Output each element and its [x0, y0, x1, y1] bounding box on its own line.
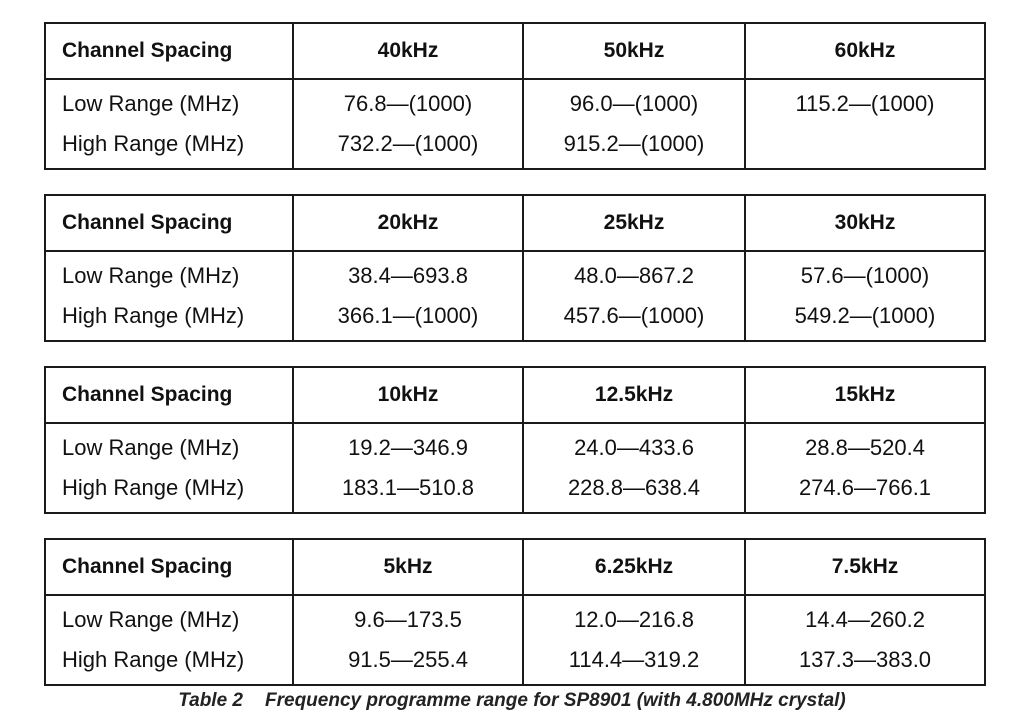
range-cell	[293, 595, 523, 685]
spacing-header: 6.25kHz	[523, 539, 745, 595]
high-range-label: High Range (MHz)	[62, 131, 245, 156]
row-label-cell	[45, 595, 293, 685]
low-range-label: Low Range (MHz)	[62, 607, 240, 632]
high-range-value: 114.4—319.2	[568, 647, 700, 672]
channel-spacing-header: Channel Spacing	[45, 539, 293, 595]
table-header-row	[45, 367, 985, 423]
low-range-value: 96.0—(1000)	[569, 91, 699, 116]
high-range-value: 457.6—(1000)	[563, 303, 705, 328]
range-cell	[745, 79, 985, 169]
high-range-value: 137.3—383.0	[798, 647, 932, 672]
spacing-header: 5kHz	[293, 539, 523, 595]
row-label-cell	[45, 423, 293, 513]
low-range-label: Low Range (MHz)	[62, 91, 240, 116]
row-label-cell	[45, 251, 293, 341]
range-cell	[293, 79, 523, 169]
frequency-tables	[44, 22, 984, 710]
range-cell	[523, 595, 745, 685]
low-range-value: 28.8—520.4	[805, 435, 925, 460]
table-header-row	[45, 539, 985, 595]
low-range-label: Low Range (MHz)	[62, 435, 240, 460]
low-range-value: 24.0—433.6	[574, 435, 694, 460]
table-row	[45, 595, 985, 685]
high-range-label: High Range (MHz)	[62, 303, 245, 328]
range-cell	[523, 79, 745, 169]
frequency-table-10-12_5-15khz	[44, 366, 986, 514]
spacing-header: 60kHz	[745, 23, 985, 79]
low-range-value: 76.8—(1000)	[343, 91, 473, 116]
low-range-value: 57.6—(1000)	[800, 263, 930, 288]
table-header-row	[45, 23, 985, 79]
high-range-value: 366.1—(1000)	[337, 303, 479, 328]
high-range-value: 915.2—(1000)	[563, 131, 705, 156]
spacing-header: 40kHz	[293, 23, 523, 79]
range-cell	[293, 251, 523, 341]
frequency-table-40-50-60khz	[44, 22, 986, 170]
spacing-header: 25kHz	[523, 195, 745, 251]
caption-text: Frequency programme range for SP8901 (with 4.800MHz crystal)	[265, 690, 846, 711]
range-cell	[745, 251, 985, 341]
channel-spacing-header: Channel Spacing	[45, 23, 293, 79]
spacing-header: 12.5kHz	[523, 367, 745, 423]
spacing-header: 20kHz	[293, 195, 523, 251]
range-cell	[293, 423, 523, 513]
row-label-cell	[45, 79, 293, 169]
range-cell	[745, 423, 985, 513]
low-range-value: 19.2—346.9	[348, 435, 468, 460]
low-range-value: 48.0—867.2	[574, 263, 694, 288]
channel-spacing-header: Channel Spacing	[45, 195, 293, 251]
low-range-value: 14.4—260.2	[805, 607, 925, 632]
spacing-header: 10kHz	[293, 367, 523, 423]
low-range-value: 9.6—173.5	[354, 607, 462, 632]
high-range-label: High Range (MHz)	[62, 475, 245, 500]
high-range-value: 732.2—(1000)	[337, 131, 479, 156]
frequency-table-20-25-30khz	[44, 194, 986, 342]
channel-spacing-header: Channel Spacing	[45, 367, 293, 423]
frequency-table-5-6_25-7_5khz	[44, 538, 986, 686]
low-range-label: Low Range (MHz)	[62, 263, 240, 288]
caption-number: Table 2	[178, 690, 243, 711]
table-header-row	[45, 195, 985, 251]
range-cell	[745, 595, 985, 685]
low-range-value: 12.0—216.8	[574, 607, 694, 632]
high-range-value: 183.1—510.8	[341, 475, 475, 500]
high-range-value: 274.6—766.1	[798, 475, 932, 500]
high-range-value: 91.5—255.4	[348, 647, 468, 672]
spacing-header: 15kHz	[745, 367, 985, 423]
spacing-header: 7.5kHz	[745, 539, 985, 595]
table-row	[45, 423, 985, 513]
range-cell	[523, 423, 745, 513]
spacing-header: 50kHz	[523, 23, 745, 79]
high-range-value: 228.8—638.4	[567, 475, 701, 500]
table-row	[45, 251, 985, 341]
high-range-value: 549.2—(1000)	[794, 303, 936, 328]
high-range-label: High Range (MHz)	[62, 647, 245, 672]
spacing-header: 30kHz	[745, 195, 985, 251]
low-range-value: 115.2—(1000)	[795, 91, 935, 116]
range-cell	[523, 251, 745, 341]
low-range-value: 38.4—693.8	[348, 263, 468, 288]
table-row	[45, 79, 985, 169]
table-caption	[0, 690, 1024, 712]
